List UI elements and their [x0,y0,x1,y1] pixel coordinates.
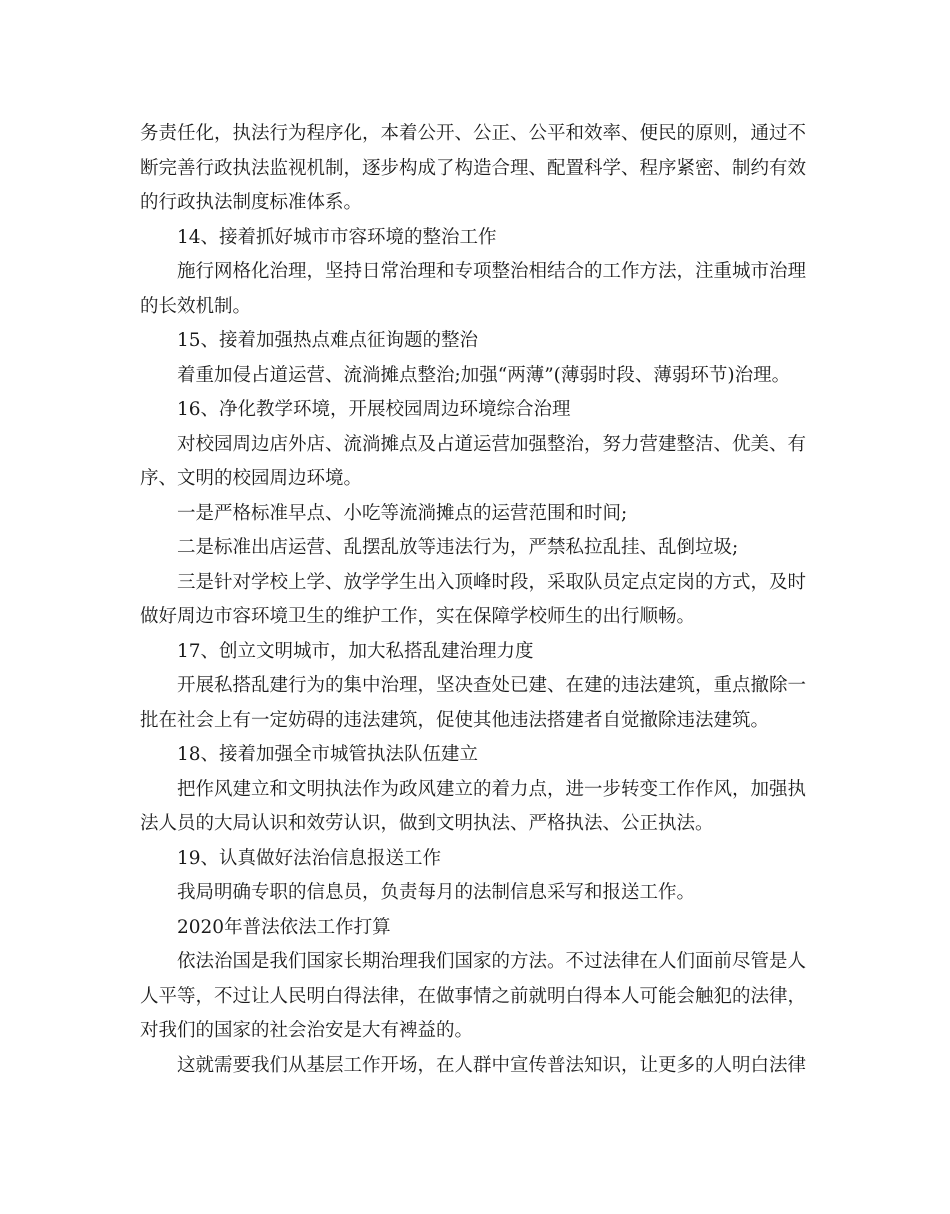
text-line: 三是针对学校上学、放学学生出入顶峰时段，采取队员定点定岗的方式，及时 [177,571,807,593]
text-line: 施行网格化治理，坚持日常治理和专项整治相结合的工作方法，注重城市治理 [177,261,807,282]
text-line: 的长效机制。 [140,295,252,317]
text-line: 序、文明的校园周边环境。 [140,468,363,489]
text-line: 对我们的国家的社会治安是大有裨益的。 [140,1020,474,1041]
section-heading: 14、接着抓好城市市容环境的整治工作 [177,226,497,248]
text-line: 二是标准出店运营、乱摆乱放等违法行为，严禁私拉乱挂、乱倒垃圾; [177,537,739,558]
text-line: 人平等，不过让人民明白得法律，在做事情之前就明白得本人可能会触犯的法律， [140,985,807,1007]
section-heading: 2020年普法依法工作打算 [177,916,391,938]
text-line: 依法治国是我们国家长期治理我们国家的方法。不过法律在人们面前尽管是人 [177,951,807,972]
text-line: 开展私搭乱建行为的集中治理，坚决查处已建、在建的违法建筑，重点撤除一 [177,675,807,696]
text-line: 把作风建立和文明执法作为政风建立的着力点，进一步转变工作作风，加强执 [177,778,807,800]
text-line: 的行政执法制度标准体系。 [140,192,363,213]
text-line: 务责任化，执法行为程序化，本着公开、公正、公平和效率、便民的原则，通过不 [140,123,807,144]
section-heading: 18、接着加强全市城管执法队伍建立 [177,744,479,765]
text-line: 对校园周边店外店、流淌摊点及占道运营加强整治，努力营建整洁、优美、有 [177,433,807,455]
text-line: 一是严格标准早点、小吃等流淌摊点的运营范围和时间; [177,502,628,524]
section-heading: 15、接着加强热点难点征询题的整治 [177,330,479,351]
text-line: 法人员的大局认识和效劳认识，做到文明执法、严格执法、公正执法。 [140,813,714,834]
text-line: 做好周边市容环境卫生的维护工作，实在保障学校师生的出行顺畅。 [140,606,696,627]
section-heading: 17、创立文明城市，加大私搭乱建治理力度 [177,640,534,662]
text-line: 我局明确专职的信息员，负责每月的法制信息采写和报送工作。 [177,882,696,903]
document-body [140,117,812,1083]
section-heading: 16、净化教学环境，开展校园周边环境综合治理 [177,399,571,420]
text-line: 断完善行政执法监视机制，逐步构成了构造合理、配置科学、程序紧密、制约有效 [140,157,807,179]
section-heading: 19、认真做好法治信息报送工作 [177,847,442,869]
text-line: 着重加侵占道运营、流淌摊点整治;加强“两薄”(薄弱时段、薄弱环节)治理。 [177,364,791,386]
text-line: 这就需要我们从基层工作开场，在人群中宣传普法知识，让更多的人明白法律 [177,1054,807,1076]
text-line: 批在社会上有一定妨碍的违法建筑，促使其他违法搭建者自觉撤除违法建筑。 [140,709,770,731]
